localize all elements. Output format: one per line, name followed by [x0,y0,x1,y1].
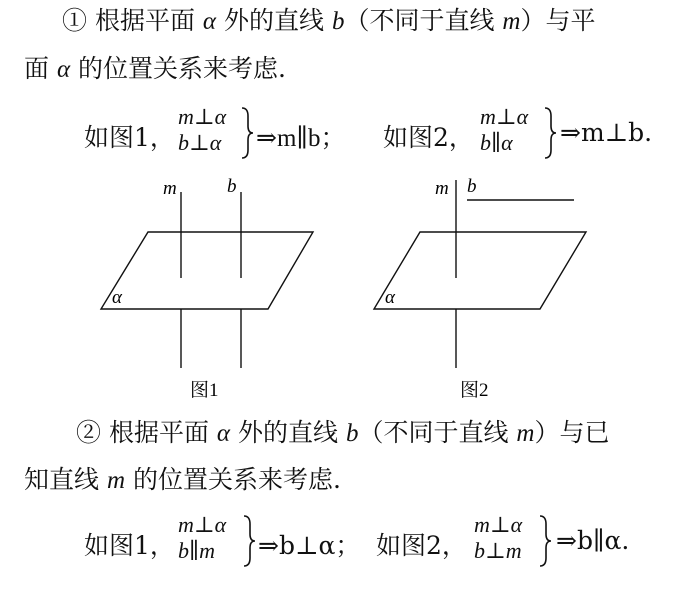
symbol-alpha: α [56,56,71,83]
system-line: m⊥α [474,512,523,537]
case2-lead: 如图2， [376,531,467,560]
figures [0,172,700,402]
text: ① 根据平面 [62,6,203,35]
system-line: m⊥α [480,104,529,129]
plane-alpha [101,232,313,309]
symbol-b: b [345,420,359,447]
system-line: m⊥α [178,104,227,129]
symbol-b: b [331,8,345,35]
label-m: m [163,178,177,199]
text: （不同于直线 [344,6,503,35]
para1-line1 [62,6,595,37]
case2-result: ⇒m⊥b. [560,118,653,147]
text: 的位置关系来考虑. [70,54,286,83]
case1-lead: 如图1， [84,531,175,560]
para1-line2 [24,54,286,85]
right-brace-icon [240,106,254,160]
label-b: b [227,176,237,197]
symbol-m: m [106,467,126,494]
right-brace-icon [543,106,557,160]
case1-result: ⇒b⊥α； [258,531,361,560]
caption: 图2 [460,380,489,401]
case2-lead: 如图2， [383,123,474,152]
case1-lead: 如图1， [84,123,175,152]
label-m: m [435,178,449,199]
text: 面 [24,54,57,83]
symbol-alpha: α [216,420,231,447]
text: ）与已 [534,418,610,447]
case2-result: ⇒b∥α. [556,526,630,555]
symbol-m: m [516,420,535,447]
plane-alpha [374,232,586,309]
symbol-m: m [502,8,521,35]
text: 外的直线 [230,418,346,447]
figure-1 [101,176,313,401]
para2-line1 [76,418,609,449]
case1-system [178,104,226,156]
system-line: b∥m [178,538,216,563]
text: ）与平 [520,6,596,35]
label-b: b [467,176,477,197]
caption: 图1 [190,380,219,401]
label-alpha: α [385,287,395,308]
symbol-alpha: α [202,8,217,35]
text: ② 根据平面 [76,418,217,447]
cases-row-2 [0,512,700,572]
system-line: b⊥m [474,538,522,563]
text: 外的直线 [216,6,332,35]
para2-line2 [24,465,341,496]
text: （不同于直线 [358,418,517,447]
cases-row-1 [0,104,700,164]
case1-system [178,512,226,564]
system-line: b⊥α [178,130,222,155]
figure-2 [374,176,586,401]
text: 的位置关系来考虑. [125,465,341,494]
system-line: b∥α [480,130,513,155]
right-brace-icon [538,514,552,568]
system-line: m⊥α [178,512,227,537]
case2-system [474,512,522,564]
case2-system [480,104,528,156]
label-alpha: α [112,287,122,308]
case1-result: ⇒m∥b； [256,125,346,152]
text: 知直线 [24,465,107,494]
right-brace-icon [242,514,256,568]
